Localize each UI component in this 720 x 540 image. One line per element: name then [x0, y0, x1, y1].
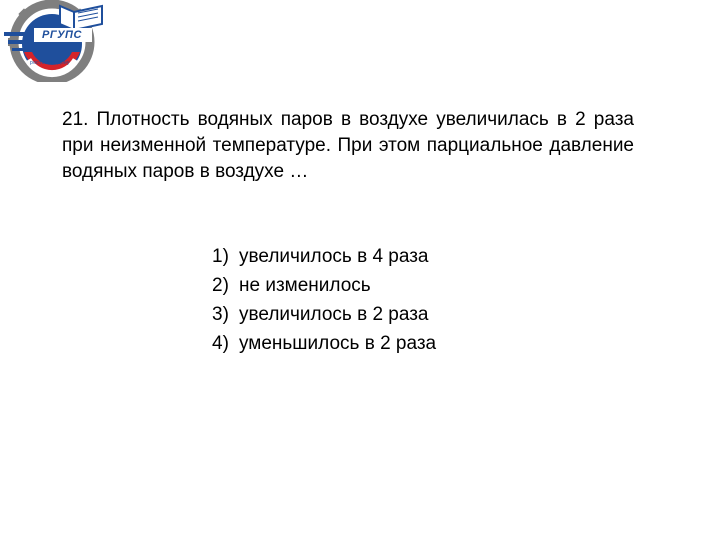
logo-text: РГУПС	[42, 29, 82, 41]
answer-label: уменьшилось в 2 раза	[239, 333, 437, 354]
answer-number: 1)	[212, 246, 229, 267]
answer-option	[212, 271, 436, 300]
answer-option	[212, 300, 436, 329]
answer-number: 4)	[212, 333, 229, 354]
question-text: 21. Плотность водяных паров в воздухе увеличилась в 2 раза при неизменной температуре. При этом парциальное давление водяных паров в воздухе …	[62, 109, 634, 182]
logo-ring-text: ростов-на-дону	[30, 60, 70, 66]
university-logo	[2, 0, 108, 82]
logo-emblem-icon	[2, 0, 108, 82]
answer-label: увеличилось в 2 раза	[239, 304, 429, 325]
answer-number: 3)	[212, 304, 229, 325]
answer-number: 2)	[212, 275, 229, 296]
answer-label: не изменилось	[239, 275, 371, 296]
answer-label: увеличилось в 4 раза	[239, 246, 429, 267]
answer-option	[212, 329, 436, 358]
answer-option	[212, 242, 436, 271]
answer-list	[212, 242, 436, 358]
